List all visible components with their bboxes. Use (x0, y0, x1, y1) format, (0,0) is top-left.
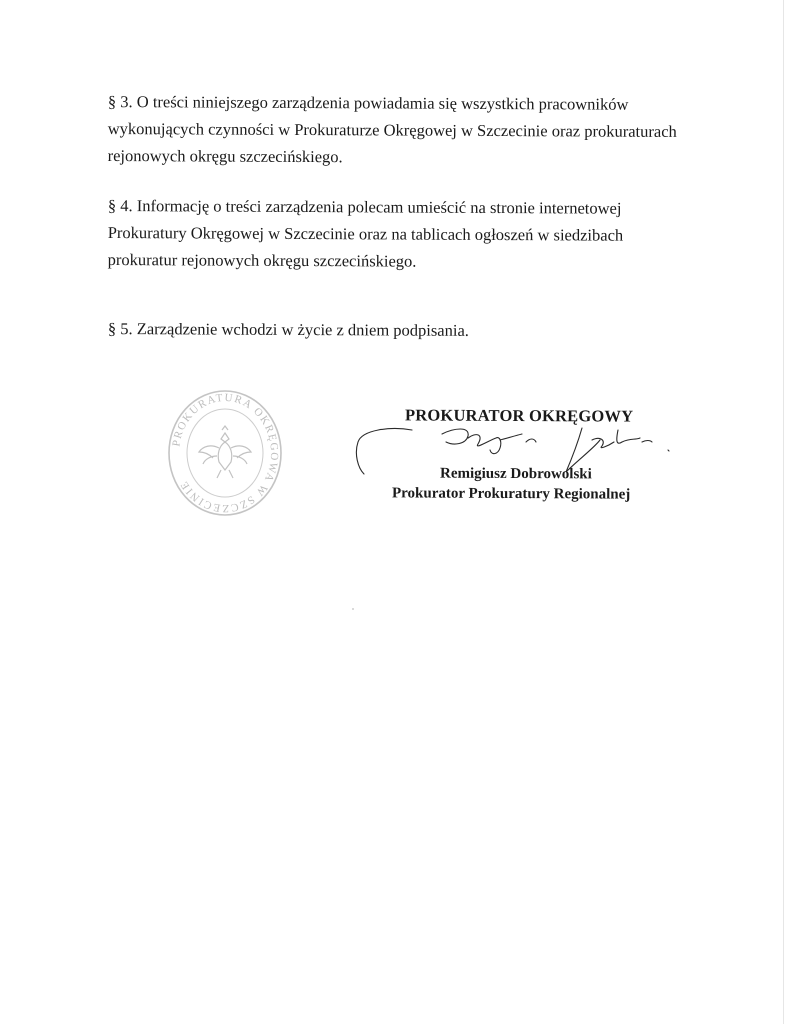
paragraph-3-line-1: § 3. O treści niniejszego zarządzenia powiadamia się wszystkich pracowników (107, 91, 629, 114)
signatory-title: PROKURATOR OKRĘGOWY (404, 405, 634, 426)
seal-inner-ring (187, 409, 263, 497)
paragraph-5 (108, 315, 698, 345)
paragraph-4-line-3: prokuratur rejonowych okręgu szczecińskiego. (107, 249, 417, 271)
seal-outer-ring (169, 391, 281, 515)
paragraph-3-line-3: rejonowych okręgu szczecińskiego. (107, 145, 343, 167)
signatory-name: Remigiusz Dobrowolski (439, 465, 592, 483)
paragraph-3 (108, 88, 698, 172)
paragraph-4 (108, 192, 698, 276)
scan-edge-line (783, 0, 784, 1024)
seal-text: PROKURATURA OKRĘGOWA W SZCZECINIE (170, 391, 281, 515)
eagle-emblem-icon (199, 426, 251, 478)
paragraph-4-line-1: § 4. Informację o treści zarządzenia polecam umieścić na stronie internetowej (107, 195, 622, 218)
scan-speck (352, 608, 354, 610)
signatory-role: Prokurator Prokuratury Regionalnej (391, 485, 631, 503)
paragraph-5-line-1: § 5. Zarządzenie wchodzi w życie z dniem podpisania. (107, 318, 470, 340)
paragraph-4-line-2: Prokuratury Okręgowej w Szczecinie oraz na tablicach ogłoszeń w siedzibach (107, 222, 624, 245)
signature-block (350, 400, 690, 520)
official-seal (165, 388, 285, 518)
paragraph-3-line-2: wykonujących czynności w Prokuraturze Okręgowej w Szczecinie oraz prokuraturach (107, 118, 677, 141)
